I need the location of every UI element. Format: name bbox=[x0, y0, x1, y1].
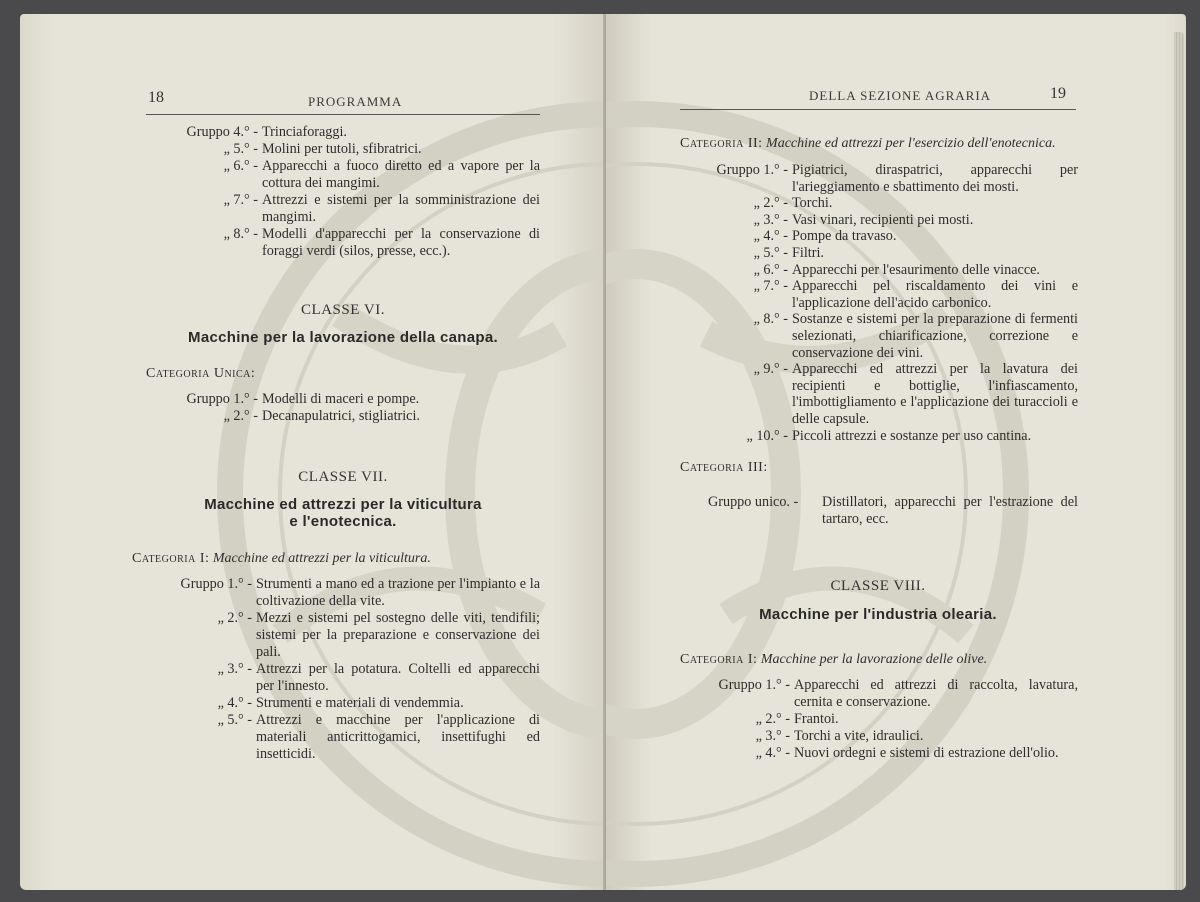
group-label: „ 4.° - bbox=[753, 228, 788, 245]
group-item bbox=[706, 228, 1078, 245]
group-label: Gruppo 1.° - bbox=[180, 576, 252, 592]
group-label: „ 6.° - bbox=[223, 158, 258, 174]
header-rule bbox=[146, 114, 540, 115]
group-text: Pompe da travaso. bbox=[792, 228, 897, 245]
group-label: „ 5.° - bbox=[223, 141, 258, 157]
group-item bbox=[706, 311, 1078, 361]
right-page bbox=[606, 14, 1186, 890]
category-prefix: Categoria I: bbox=[680, 652, 758, 667]
page-number: 18 bbox=[148, 89, 164, 106]
group-item bbox=[704, 745, 1078, 762]
group-text: Modelli di maceri e pompe. bbox=[262, 391, 420, 407]
group-item bbox=[168, 192, 540, 226]
classe-title: Macchine per l'industria olearia. bbox=[759, 606, 997, 623]
group-label: Gruppo 4.° - bbox=[186, 124, 258, 140]
group-label: „ 5.° - bbox=[753, 245, 788, 261]
category-prefix: Categoria Unica: bbox=[146, 366, 256, 381]
group-item bbox=[158, 661, 540, 695]
group-text: Attrezzi e sistemi per la somministrazione dei mangimi. bbox=[262, 192, 540, 225]
group-text: Trinciaforaggi. bbox=[262, 124, 347, 140]
group-item bbox=[704, 677, 1078, 711]
group-item bbox=[706, 195, 1078, 212]
group-label: „ 4.° - bbox=[217, 695, 252, 711]
category-title: Macchine ed attrezzi per l'esercizio dell'enotecnica. bbox=[766, 136, 1056, 151]
category-label bbox=[132, 551, 431, 567]
group-item bbox=[168, 391, 540, 408]
classe-title-line1: Macchine ed attrezzi per la viticultura bbox=[204, 496, 482, 513]
group-label: Gruppo 1.° - bbox=[716, 162, 788, 178]
group-text: Molini per tutoli, sfibratrici. bbox=[262, 141, 422, 157]
group-label: „ 8.° - bbox=[223, 226, 258, 242]
group-label: „ 9.° - bbox=[753, 361, 788, 378]
group-text: Filtri. bbox=[792, 245, 824, 261]
group-label: „ 2.° - bbox=[753, 195, 788, 212]
group-text: Attrezzi per la potatura. Coltelli ed apparecchi per l'innesto. bbox=[256, 661, 540, 694]
group-text: Apparecchi per l'esaurimento delle vinacce. bbox=[792, 261, 1040, 278]
page-number: 19 bbox=[1050, 85, 1066, 102]
group-item bbox=[708, 494, 1078, 528]
group-item bbox=[168, 141, 540, 158]
header-rule bbox=[680, 109, 1076, 110]
group-item bbox=[168, 124, 540, 141]
group-item bbox=[168, 226, 540, 260]
group-text: Pigiatrici, diraspatrici, apparecchi per l'arieggiamento e sbattimento dei mosti. bbox=[792, 162, 1078, 195]
group-label: „ 7.° - bbox=[753, 278, 788, 295]
group-item bbox=[706, 245, 1078, 262]
group-label: „ 3.° - bbox=[755, 728, 790, 744]
group-item bbox=[706, 162, 1078, 195]
group-item bbox=[706, 262, 1078, 279]
group-text: Torchi. bbox=[792, 195, 833, 212]
group-item bbox=[168, 158, 540, 192]
category-prefix: Categoria III: bbox=[680, 460, 768, 475]
left-page bbox=[20, 14, 610, 890]
classe-heading: CLASSE VI. bbox=[301, 302, 385, 318]
classe-heading: CLASSE VII. bbox=[298, 469, 388, 485]
group-label: „ 2.° - bbox=[223, 408, 258, 424]
group-item bbox=[704, 728, 1078, 745]
group-text: Torchi a vite, idraulici. bbox=[794, 728, 924, 744]
group-text: Modelli d'apparecchi per la conservazione di foraggi verdi (silos, presse, ecc.). bbox=[262, 226, 540, 259]
group-text: Mezzi e sistemi pel sostegno delle viti, tendifili; sistemi per la preparazione e conservazione dei pali. bbox=[256, 610, 540, 660]
category-title: Macchine per la lavorazione delle olive. bbox=[760, 652, 988, 667]
classe-heading: CLASSE VIII. bbox=[830, 578, 926, 594]
category-prefix: Categoria I: bbox=[132, 551, 210, 566]
group-text: Strumenti a mano ed a trazione per l'impianto e la coltivazione della vite. bbox=[256, 576, 540, 609]
group-text: Sostanze e sistemi per la preparazione di fermenti selezionati, chiarificazione, correzione e conservazione dei vini. bbox=[792, 311, 1078, 361]
group-label: Gruppo 1.° - bbox=[718, 677, 790, 693]
group-text: Distillatori, apparecchi per l'estrazione del tartaro, ecc. bbox=[822, 494, 1078, 527]
category-prefix: Categoria II: bbox=[680, 136, 763, 151]
category-label bbox=[680, 460, 768, 476]
category-label bbox=[680, 652, 987, 668]
running-header: PROGRAMMA bbox=[308, 94, 403, 109]
group-text: Piccoli attrezzi e sostanze per uso cantina. bbox=[792, 427, 1032, 444]
group-label: „ 2.° - bbox=[755, 711, 790, 727]
category-label bbox=[146, 366, 255, 382]
page-edges bbox=[1174, 32, 1184, 890]
group-label: „ 2.° - bbox=[217, 610, 252, 626]
group-item bbox=[168, 408, 540, 425]
running-header: DELLA SEZIONE AGRARIA bbox=[809, 88, 992, 103]
group-text: Decanapulatrici, stigliatrici. bbox=[262, 408, 420, 424]
group-label: „ 8.° - bbox=[753, 311, 788, 328]
group-item bbox=[706, 212, 1078, 229]
group-item bbox=[158, 695, 540, 712]
group-text: Attrezzi e macchine per l'applicazione di materiali anticrittogamici, insettifughi ed insetticidi. bbox=[256, 712, 540, 762]
group-text: Apparecchi a fuoco diretto ed a vapore per la cottura dei mangimi. bbox=[262, 158, 540, 191]
group-text: Apparecchi ed attrezzi per la lavatura dei recipienti e bottiglie, l'infiascamento, l'imbottigliamento e l'applicazione dei turaccioli e delle capsule. bbox=[792, 361, 1078, 427]
group-item bbox=[158, 610, 540, 661]
group-label: „ 7.° - bbox=[223, 192, 258, 208]
group-item bbox=[706, 428, 1078, 445]
category-label bbox=[680, 136, 1056, 152]
category-title: Macchine ed attrezzi per la viticultura. bbox=[212, 551, 431, 566]
group-text: Apparecchi pel riscaldamento dei vini e l'applicazione dell'acido carbonico. bbox=[792, 278, 1078, 311]
group-label: „ 3.° - bbox=[753, 211, 788, 228]
group-text: Vasi vinari, recipienti pei mosti. bbox=[792, 211, 974, 228]
group-item bbox=[704, 711, 1078, 728]
group-label: Gruppo 1.° - bbox=[186, 391, 258, 407]
group-label: „ 3.° - bbox=[217, 661, 252, 677]
group-label: „ 4.° - bbox=[755, 745, 790, 761]
classe-title-line2: e l'enotecnica. bbox=[289, 513, 397, 530]
group-item bbox=[158, 712, 540, 763]
group-text: Strumenti e materiali di vendemmia. bbox=[256, 695, 464, 711]
classe-title: Macchine per la lavorazione della canapa. bbox=[188, 329, 498, 346]
group-label: Gruppo unico. - bbox=[708, 494, 799, 510]
group-text: Nuovi ordegni e sistemi di estrazione dell'olio. bbox=[794, 745, 1059, 761]
group-label: „ 6.° - bbox=[753, 261, 788, 278]
group-text: Frantoi. bbox=[794, 711, 839, 727]
group-text: Apparecchi ed attrezzi di raccolta, lavatura, cernita e conservazione. bbox=[794, 677, 1078, 710]
group-item bbox=[706, 278, 1078, 311]
group-item bbox=[706, 361, 1078, 427]
group-label: „ 10.° - bbox=[746, 427, 788, 444]
group-label: „ 5.° - bbox=[217, 712, 252, 728]
group-item bbox=[158, 576, 540, 610]
